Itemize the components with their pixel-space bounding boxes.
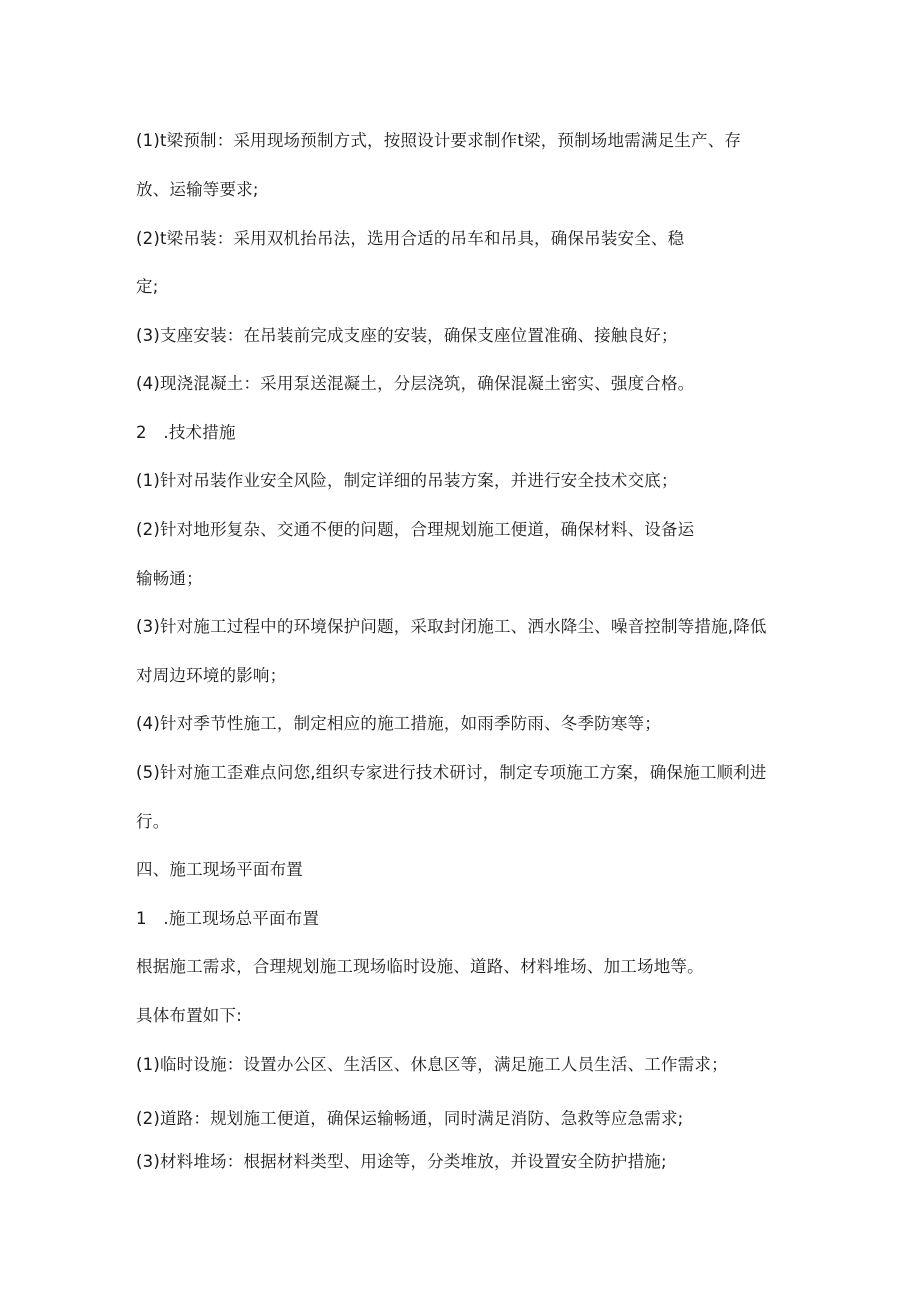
text-line: (1)临时设施：设置办公区、生活区、休息区等，满足施工人员生活、工作需求； xyxy=(136,1055,728,1074)
text-line: 具体布置如下: xyxy=(136,1006,242,1025)
section-heading: 2 .技术措施 xyxy=(136,423,236,442)
text-line: (3)支座安装：在吊装前完成支座的安装，确保支座位置准确、接触良好； xyxy=(136,326,678,345)
text-line: 根据施工需求，合理规划施工现场临时设施、道路、材料堆场、加工场地等。 xyxy=(136,957,704,976)
text-line: (2)针对地形复杂、交通不便的问题，合理规划施工便道，确保材料、设备运 xyxy=(136,520,695,539)
text-line: (1)针对吊装作业安全风险，制定详细的吊装方案，并进行安全技术交底； xyxy=(136,471,678,490)
text-line: 放、运输等要求; xyxy=(136,180,259,199)
text-line: (3)材料堆场：根据材料类型、用途等，分类堆放，并设置安全防护措施; xyxy=(136,1152,667,1171)
text-line: (3)针对施工过程中的环境保护问题，采取封闭施工、洒水降尘、噪音控制等措施,降低 xyxy=(136,617,767,636)
text-line: 对周边环境的影响； xyxy=(136,666,287,685)
text-line: 输畅通； xyxy=(136,569,203,588)
text-line: 定; xyxy=(136,277,159,296)
text-line: (4)现浇混凝土：采用泵送混凝土，分层浇筑，确保混凝土密实、强度合格。 xyxy=(136,374,695,393)
text-line: (5)针对施工歪难点问您,组织专家进行技术研讨，制定专项施工方案，确保施工顺利进 xyxy=(136,763,767,782)
section-heading: 四、施工现场平面布置 xyxy=(136,860,303,879)
text-line: (1)t梁预制：采用现场预制方式，按照设计要求制作t梁，预制场地需满足生产、存 xyxy=(136,131,742,150)
text-line: (2)t梁吊装：采用双机抬吊法，选用合适的吊车和吊具，确保吊装安全、稳 xyxy=(136,229,685,248)
text-line: (2)道路：规划施工便道，确保运输畅通，同时满足消防、急救等应急需求; xyxy=(136,1109,684,1128)
text-line: (4)针对季节性施工，制定相应的施工措施，如雨季防雨、冬季防寒等； xyxy=(136,714,661,733)
section-heading: 1 .施工现场总平面布置 xyxy=(136,909,320,928)
text-line: 行。 xyxy=(136,812,170,831)
